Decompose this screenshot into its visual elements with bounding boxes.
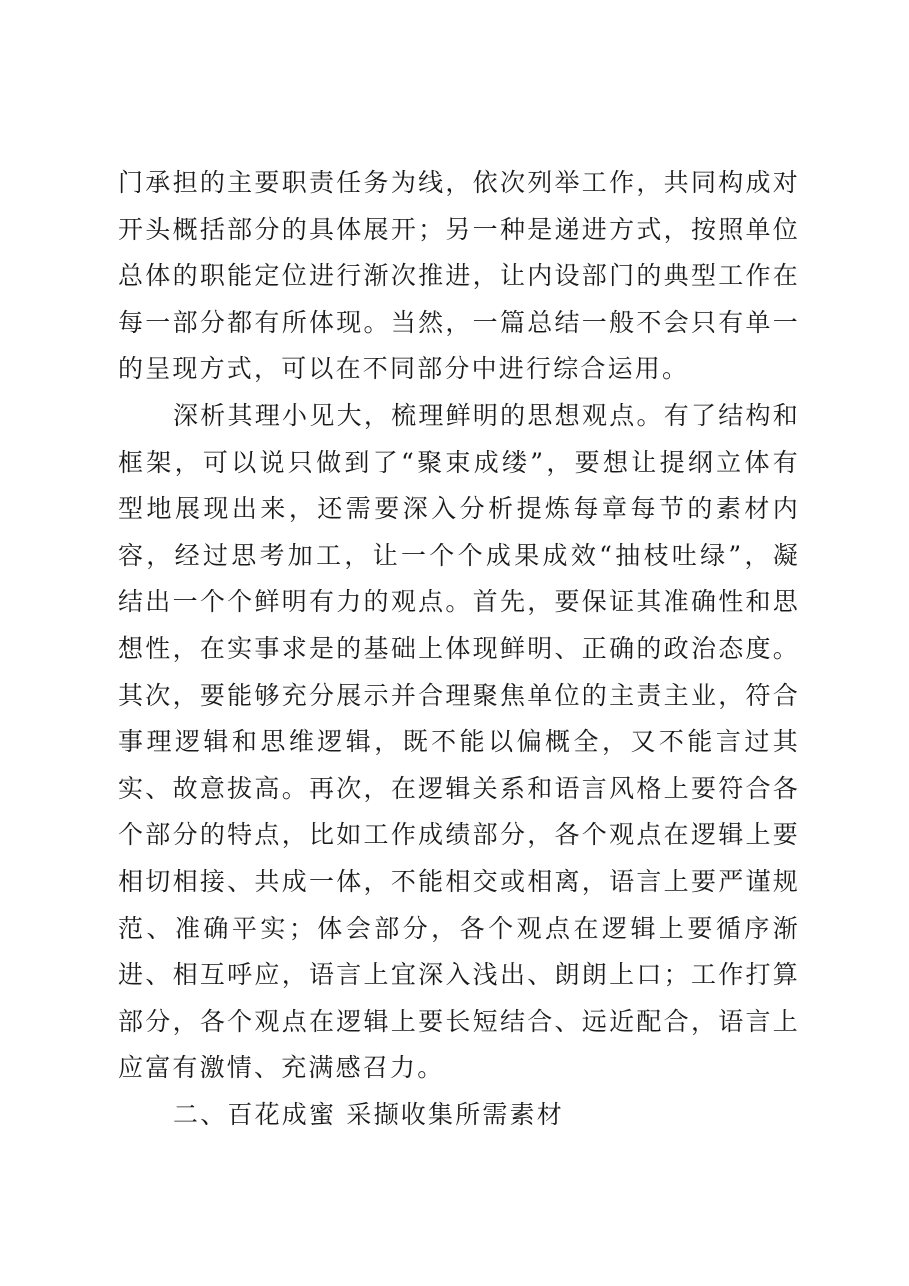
document-body <box>118 160 800 1138</box>
paragraph-continued: 门承担的主要职责任务为线，依次列举工作，共同构成对开头概括部分的具体展开；另一种是递进方式，按照单位总体的职能定位进行渐次推进，让内设部门的典型工作在每一部分都有所体现。当然，一篇总结一般不会只有单一的呈现方式，可以在不同部分中进行综合运用。 <box>118 168 800 384</box>
paragraph-thought-viewpoints: 深析其理小见大，梳理鲜明的思想观点。有了结构和框架，可以说只做到了“聚束成缕”，要想让提纲立体有型地展现出来，还需要深入分析提炼每章每节的素材内容，经过思考加工，让一个个成果成效“抽枝吐绿”，凝结出一个个鲜明有力的观点。首先，要保证其准确性和思想性，在实事求是的基础上体现鲜明、正确的政治态度。其次，要能够充分展示并合理聚焦单位的主责主业，符合事理逻辑和思维逻辑，既不能以偏概全，又不能言过其实、故意拔高。再次，在逻辑关系和语言风格上要符合各个部分的特点，比如工作成绩部分，各个观点在逻辑上要相切相接、共成一体，不能相交或相离，语言上要严谨规范、准确平实；体会部分，各个观点在逻辑上要循序渐进、相互呼应，语言上宜深入浅出、朗朗上口；工作打算部分，各个观点在逻辑上要长短结合、远近配合，语言上应富有激情、充满感召力。 <box>118 400 800 1083</box>
section-heading: 二、百花成蜜 采撷收集所需素材 <box>173 1099 564 1129</box>
